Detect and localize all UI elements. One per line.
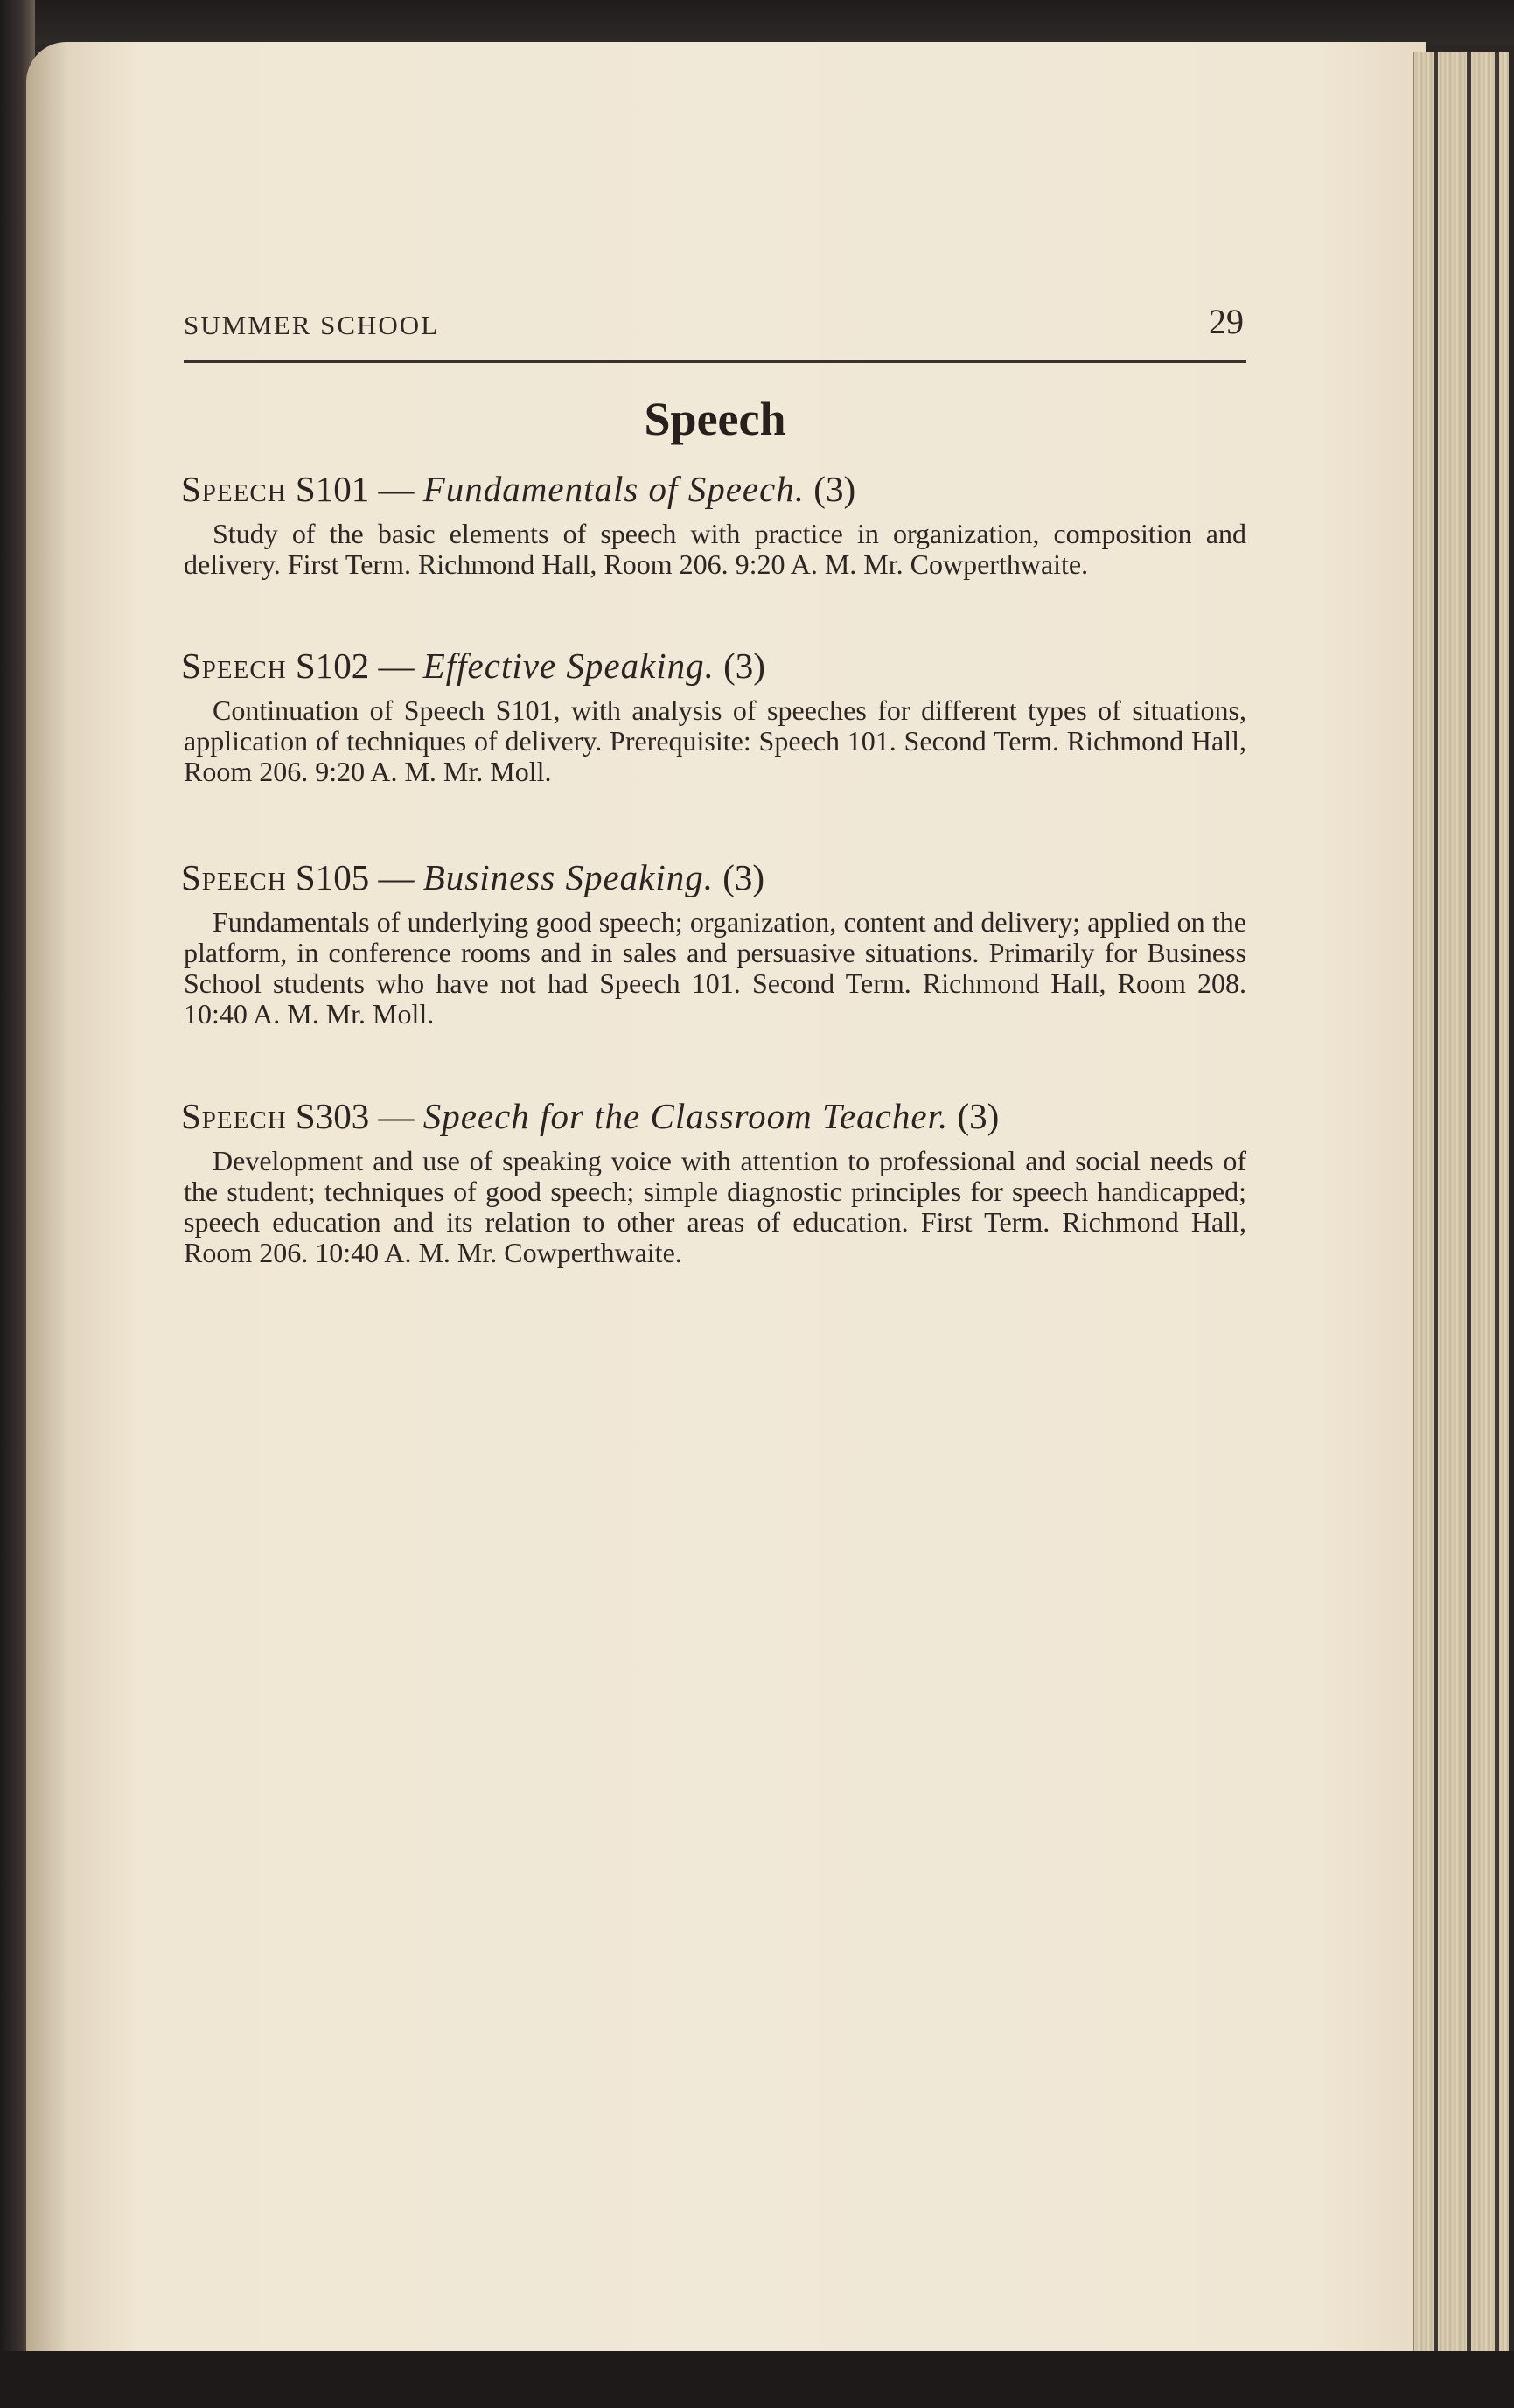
page-edge-band — [1434, 52, 1438, 2353]
course-title: Business Speaking. — [422, 857, 715, 897]
course-dash: — — [369, 646, 423, 686]
course-entry — [181, 468, 1246, 580]
course-department: Speech — [181, 857, 287, 897]
section-title: Speech — [644, 393, 786, 445]
course-number: S303 — [295, 1096, 370, 1136]
course-description: Fundamentals of underlying good speech; organization, content and delivery; applied on the platform, in conference rooms and in sales and persuasive situations. Primarily for Business School students who have not had Speech 101. Second Term. Richmond Hall, Room 208. 10:40 A. M. Mr. Moll. — [184, 906, 1246, 1030]
course-number: S102 — [295, 646, 370, 686]
course-title: Fundamentals of Speech. — [422, 469, 806, 509]
course-dash: — — [369, 469, 423, 509]
course-department: Speech — [181, 469, 287, 509]
course-number: S105 — [295, 857, 370, 897]
course-heading — [181, 645, 1246, 687]
book-page — [26, 42, 1426, 2351]
course-entry — [181, 1095, 1246, 1268]
course-heading — [181, 468, 1246, 510]
running-head — [184, 301, 1246, 345]
course-description: Continuation of Speech S101, with analysis of speeches for different types of situations, application of techniques of delivery. Prerequisite: Speech 101. Second Term. Richmond Hall, Room 206. 9:20 A. M. Mr. Moll. — [184, 694, 1246, 787]
course-number: S101 — [295, 469, 370, 509]
course-entry — [181, 856, 1246, 1030]
course-title: Effective Speaking. — [422, 646, 715, 686]
book-cover-bottom — [0, 2351, 1514, 2408]
course-department: Speech — [181, 1096, 287, 1136]
book-cover-top — [0, 0, 1514, 45]
course-description: Study of the basic elements of speech with practice in organization, composition and delivery. First Term. Richmond Hall, Room 206. 9:20 A. M. Mr. Cowperthwaite. — [184, 518, 1246, 580]
course-dash: — — [369, 1096, 423, 1136]
course-credits: (3) — [805, 469, 856, 509]
header-rule — [184, 360, 1246, 363]
page-edge-band — [1495, 52, 1499, 2353]
course-title: Speech for the Classroom Teacher. — [422, 1096, 949, 1136]
course-department: Speech — [181, 646, 287, 686]
course-heading — [181, 856, 1246, 898]
page-edge-band — [1467, 52, 1471, 2353]
course-credits: (3) — [714, 857, 765, 897]
running-title: SUMMER SCHOOL — [184, 310, 440, 340]
course-heading — [181, 1095, 1246, 1137]
course-entry — [181, 645, 1246, 787]
page-number: 29 — [1209, 302, 1244, 341]
course-credits: (3) — [948, 1096, 1000, 1136]
course-dash: — — [369, 857, 423, 897]
page-edges — [1413, 52, 1509, 2353]
course-description: Development and use of speaking voice with attention to professional and social needs of the student; techniques of good speech; simple diagnostic principles for speech handicapped; speech education and its relation to other areas of education. First Term. Richmond Hall, Room 206. 10:40 A. M. Mr. Cowperthwaite. — [184, 1145, 1246, 1268]
course-credits: (3) — [714, 646, 765, 686]
